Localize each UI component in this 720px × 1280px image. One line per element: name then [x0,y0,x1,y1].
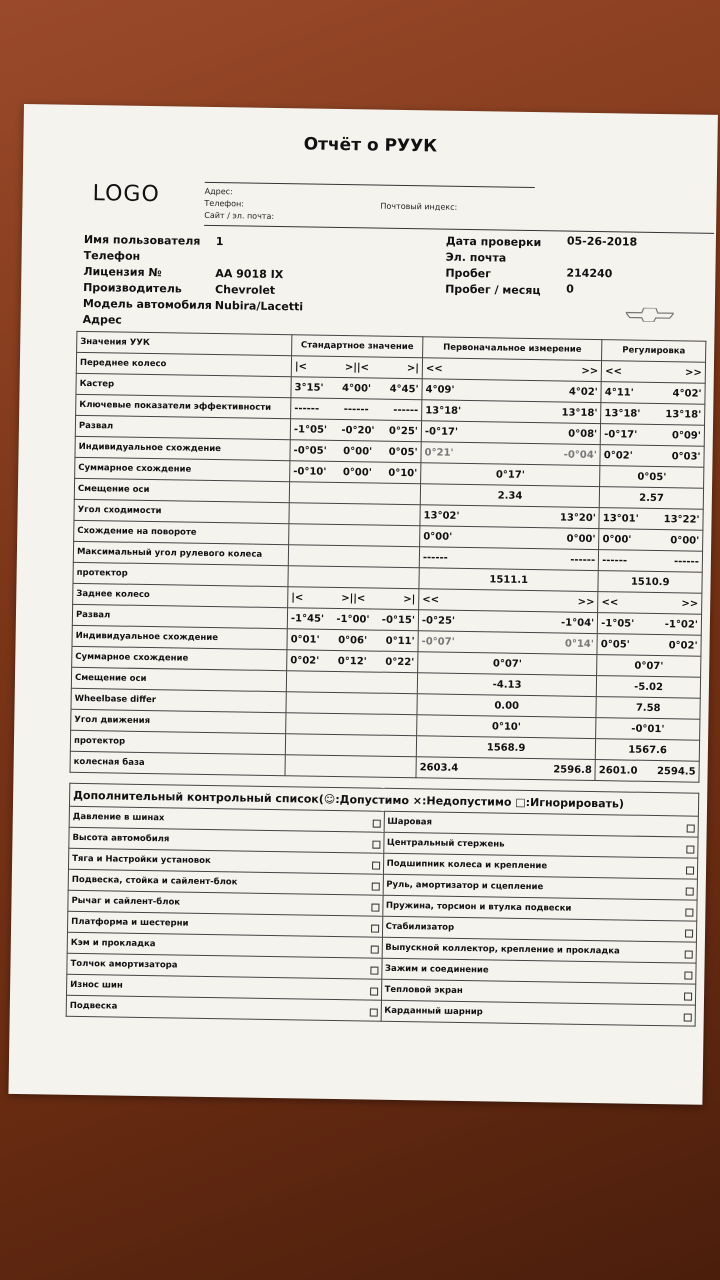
value: 2601.0 [598,764,638,777]
checkbox[interactable] [685,950,693,958]
value: << [425,362,443,375]
row-label: протектор [70,730,285,754]
value: 0°11' [385,635,415,647]
value: 13°18' [665,408,702,421]
row-label: Суммарное схождение [75,457,290,481]
standard-cell-values [294,403,418,416]
std-marks-values [291,592,415,605]
value: -1°02' [664,618,698,631]
value: 0°05' [600,638,630,651]
value: -0°05' [293,444,327,457]
value: 0°21' [424,446,454,459]
adjust-cell-values [601,618,698,631]
row-label: Смещение оси [74,478,289,502]
value: 0°00' [423,530,453,543]
checkbox[interactable] [369,1008,377,1016]
initial-cell-values [420,762,592,776]
adjust-cell [599,529,703,552]
initial-cell: 1511.1 [419,568,599,592]
value: -0°10' [293,465,327,478]
adjust-cell: 2.57 [599,487,703,510]
standard-cell [289,524,420,547]
adjust-cell: 7.58 [596,697,700,720]
adjust-cell [599,508,703,531]
initial-cell [418,610,598,634]
checklist-table [66,783,700,1027]
value: ------ [343,403,369,415]
checklist-label: Стабилизатор [385,921,455,933]
checklist-label: Толчок амортизатора [70,958,178,971]
initial-cell-values [424,510,596,524]
checklist-label: Рычаг и сайлент-блок [71,895,181,908]
value: -1°04' [560,617,595,629]
value: 13°02' [423,509,460,522]
value: 4°02' [568,386,598,398]
mileage-month-label: Пробег / месяц [445,282,541,298]
report-sheet [8,104,717,1105]
row-label: Развал [72,604,287,628]
value: 0°00' [670,534,700,547]
checklist-label: Тяга и Настройки установок [72,853,211,866]
value: -1°05' [601,617,635,630]
adjust-cell: -5.02 [597,676,701,699]
adjust-cell: 0°07' [597,655,701,678]
checklist-item [66,995,381,1021]
adjust-cell-values [602,555,699,568]
value: >> [577,596,595,608]
alignment-table [70,331,707,783]
checklist-label: Высота автомобиля [72,832,170,844]
value: 3°15' [294,381,324,394]
license-value: AA 9018 IX [215,267,284,282]
license-label: Лицензия № [83,264,162,280]
checkbox[interactable] [684,971,692,979]
value: -0°17' [424,425,459,438]
checklist-label: Карданный шарнир [384,1005,483,1017]
checklist-label: Зажим и соединение [384,963,489,975]
value: 0°12' [337,655,367,667]
value: 0°00' [602,533,632,546]
standard-cell [285,734,416,757]
standard-cell [286,671,417,694]
row-label: Угол сходимости [74,499,289,523]
row-label: Развал [75,415,290,439]
checklist-label: Пружина, торсион и втулка подвески [385,900,572,914]
adjust-cell: 1510.9 [598,571,702,594]
standard-cell-values [291,634,415,647]
initial-cell-values [422,615,594,629]
value: -0°25' [421,614,456,627]
value: 13°20' [559,511,596,524]
arrows [419,589,599,613]
row-label: Смещение оси [71,667,286,691]
row-label: Wheelbase differ [71,688,286,712]
value: 13°18' [604,407,641,420]
initial-cell-values [424,447,596,461]
standard-cell-values [294,445,418,458]
adjust-cell: 1567.6 [596,739,700,762]
checkbox[interactable] [686,866,694,874]
value: 2596.8 [553,763,592,776]
checklist-label: Выпускной коллектор, крепление и прокладка [385,942,620,956]
initial-cell [421,442,601,466]
mileage-month-value: 0 [566,282,574,296]
initial-cell [418,631,598,655]
checkbox[interactable] [685,929,693,937]
initial-cell [416,757,596,781]
adjust-cell-values [604,450,701,463]
checklist-label: Давление в шинах [72,811,165,823]
postal-label: Почтовый индекс: [380,201,458,212]
value: << [422,593,440,606]
standard-cell [291,377,422,400]
value: -0°04' [563,449,597,461]
checkbox[interactable] [370,987,378,995]
row-label: Схождение на повороте [74,520,289,544]
column-header: Регулировка [602,340,706,363]
arrows-values [426,363,598,377]
value: 4°09' [425,383,455,396]
initial-cell: 0.00 [417,694,597,718]
address-field-label: Адрес [82,312,122,327]
row-label: Угол движения [71,709,286,733]
value: 2603.4 [419,761,459,774]
value: >||< [341,592,366,604]
adjust-cell [595,760,699,783]
checklist-label: Подвеска [69,1000,118,1012]
section-label: Переднее колесо [76,352,291,376]
arrows-values [601,597,698,610]
standard-cell [291,398,422,421]
section-label: Заднее колесо [73,583,288,607]
standard-cell-values [290,655,414,668]
value: -0°15' [381,614,416,626]
std-marks-values [295,361,419,374]
checklist-label: Шаровая [387,816,433,827]
checkbox[interactable] [371,903,379,911]
standard-cell [289,503,420,526]
value: >| [406,362,419,374]
value: << [605,365,622,377]
standard-cell [285,755,416,778]
value: -1°05' [293,423,328,436]
value: |< [294,360,308,372]
value: >||< [344,361,370,373]
value: ------ [570,554,596,566]
row-label: Кастер [76,373,291,397]
initial-cell-values [422,636,594,650]
value: >> [581,365,599,377]
checklist-label: Кэм и прокладка [70,937,156,949]
std-marks [291,356,422,379]
checkbox[interactable] [684,992,692,1000]
initial-cell: -4.13 [417,673,597,697]
value: 2594.5 [656,765,696,778]
divider [205,182,535,188]
model-label: Модель автомобиля [82,296,213,312]
value: 0°06' [338,634,368,646]
value: 0°00' [343,445,373,458]
standard-cell [289,482,420,505]
value: 0°22' [385,656,415,668]
initial-cell-values [425,426,597,440]
standard-cell [290,461,421,484]
arrows-values [605,366,702,379]
initial-cell-values [423,531,595,545]
initial-cell-values [425,405,597,419]
logo: LOGO [92,181,160,208]
standard-cell-values [294,424,418,437]
checklist-label: Подвеска, стойка и сайлент-блок [71,874,238,887]
user-value: 1 [215,235,224,249]
value: 0°02' [290,654,320,667]
value: 0°10' [388,467,418,479]
value: 4°45' [389,383,419,395]
model-value: Nubira/Lacetti [214,299,304,314]
arrows [422,358,602,382]
checkbox[interactable] [370,945,378,953]
adjust-cell-values [599,765,696,778]
chevrolet-logo-icon [626,307,674,322]
checklist-label: Тепловой экран [384,984,463,996]
row-label: Суммарное схождение [72,646,287,670]
checkbox[interactable] [686,845,694,853]
checkbox[interactable] [370,966,378,974]
initial-cell [420,526,600,550]
adjust-cell [598,613,702,636]
checkbox[interactable] [684,1013,692,1021]
standard-cell [288,545,419,568]
checklist-label: Центральный стержень [386,837,505,850]
adjust-cell-values [602,534,699,547]
checklist-label: Подшипник колеса и крепление [386,858,548,871]
email-label: Эл. почта [445,250,507,265]
value: 0°00' [566,533,596,545]
checklist-title: Дополнительный контрольный список(☺:Допустимо ×:Недопустимо □:Игнорировать) [69,783,698,816]
checklist-label: Платформа и шестерни [71,916,189,929]
value: >> [685,366,702,379]
value: 0°02' [603,449,633,462]
value: -1°45' [290,612,325,625]
row-label: протектор [73,562,288,586]
column-header: Значения УУК [77,331,292,355]
value: 0°00' [342,466,372,479]
value: ------ [422,551,448,564]
initial-cell-values [425,384,597,398]
initial-cell: 0°10' [417,715,597,739]
value: 0°08' [568,428,598,440]
initial-cell [421,421,601,445]
adjust-cell: 0°05' [600,466,704,489]
maker-value: Chevrolet [215,283,276,297]
standard-cell [286,713,417,736]
checklist-item [381,1000,696,1026]
value: 4°02' [672,387,702,400]
initial-cell [420,505,600,529]
row-label: Максимальный угол рулевого колеса [73,541,288,565]
value: ------ [393,404,419,416]
initial-cell: 0°17' [421,463,601,487]
value: 4°11' [604,386,634,399]
value: 13°01' [602,512,639,525]
value: 13°22' [663,513,700,526]
row-label: колесная база [70,751,285,775]
value: -1°00' [336,613,370,625]
initial-cell: 2.34 [420,484,600,508]
standard-cell-values [294,382,418,395]
initial-cell: 1568.9 [416,736,596,760]
column-header: Первоначальное измерение [423,337,603,361]
checkbox[interactable] [372,861,380,869]
checkbox[interactable] [685,908,693,916]
initial-cell-values [423,552,595,566]
adjust-cell [598,550,702,573]
initial-cell [419,547,599,571]
row-label: Ключевые показатели эффективности [76,394,291,418]
adjust-cell [597,634,701,657]
checklist-label: Износ шин [70,979,123,991]
row-label: Индивидуальное схождение [75,436,290,460]
mileage-label: Пробег [445,266,492,281]
value: ------ [294,402,320,415]
value: >> [681,597,699,610]
arrows-values [422,594,594,608]
value: 0°03' [671,450,701,463]
adjust-cell-values [604,408,701,421]
phone-label: Телефон [83,248,141,263]
value: ------ [673,555,699,568]
value: ------ [602,554,628,567]
column-header: Стандартное значение [292,335,423,358]
adjust-cell-values [605,387,702,400]
value: -0°07' [421,635,455,648]
checkbox[interactable] [371,924,379,932]
phone-label: Телефон: [204,198,245,209]
mileage-value: 214240 [566,266,613,281]
value: 13°18' [561,406,598,419]
checkbox[interactable] [371,882,379,890]
initial-cell: 0°07' [418,652,598,676]
divider [204,225,714,234]
report-title: Отчёт о РУУК [303,134,438,157]
value: >| [403,593,416,605]
arrows [598,592,702,615]
value: 0°05' [388,446,418,458]
std-marks [288,587,419,610]
adjust-cell-values [601,639,698,652]
user-label: Имя пользователя [83,232,201,248]
standard-cell [287,629,418,652]
checklist-label: Руль, амортизатор и сцепление [386,879,544,892]
value: 0°09' [671,429,701,442]
checkbox[interactable] [372,819,380,827]
adjust-cell [601,382,705,405]
arrows [601,361,705,384]
adjust-cell-values [603,513,700,526]
standard-cell [287,650,418,673]
value: 0°25' [388,425,418,437]
value: 0°01' [290,633,320,646]
site-label: Сайт / эл. почта: [204,210,275,221]
initial-cell [422,400,602,424]
checkbox[interactable] [686,887,694,895]
value: -0°20' [341,424,375,437]
standard-cell [286,692,417,715]
maker-label: Производитель [83,280,182,296]
date-label: Дата проверки [445,234,542,250]
standard-cell-values [291,613,415,626]
standard-cell [287,608,418,631]
value: |< [291,591,304,603]
initial-cell [422,379,602,403]
row-label: Индивидуальное схождение [72,625,287,649]
value: 13°18' [425,404,462,417]
adjust-cell [600,424,704,447]
adjust-cell [600,445,704,468]
value: << [601,596,619,608]
value: 0°02' [668,639,698,652]
standard-cell [290,440,421,463]
value: 0°14' [564,638,594,650]
adjust-cell-values [604,429,701,442]
standard-cell-values [293,466,417,479]
date-value: 05-26-2018 [566,234,638,249]
adjust-cell: -0°01' [596,718,700,741]
standard-cell [290,419,421,442]
value: 4°00' [342,382,372,394]
checkbox[interactable] [687,824,695,832]
address-label: Адрес: [204,186,233,197]
value: -0°17' [604,428,638,441]
adjust-cell [601,403,705,426]
checkbox[interactable] [372,840,380,848]
standard-cell [288,566,419,589]
